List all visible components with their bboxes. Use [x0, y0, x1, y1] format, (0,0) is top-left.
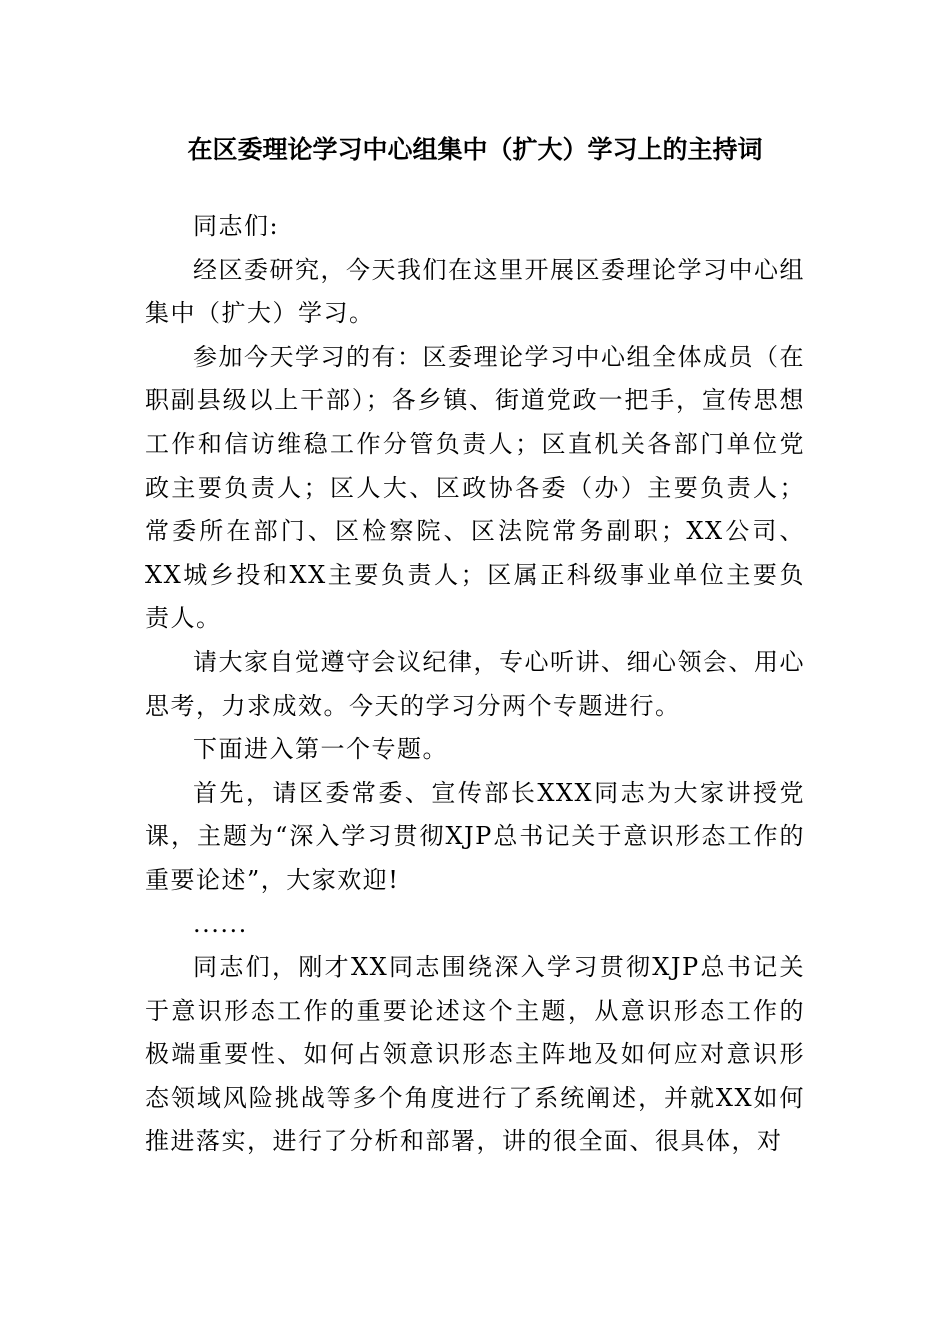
paragraph-discipline: 请大家自觉遵守会议纪律，专心听讲、细心领会、用心思考，力求成效。今天的学习分两个专题进行。: [145, 647, 805, 720]
paragraph-intro: 经区委研究，今天我们在这里开展区委理论学习中心组集中（扩大）学习。: [145, 255, 805, 328]
paragraph-attendees: 参加今天学习的有：区委理论学习中心组全体成员（在职副县级以上干部）；各乡镇、街道党政一把手，宣传思想工作和信访维稳工作分管负责人；区直机关各部门单位党政主要负责人；区人大、区政协各委（办）主要负责人；常委所在部门、区检察院、区法院常务副职；XX公司、XX城乡投和XX主要负责人；区属正科级事业单位主要负责人。: [145, 342, 805, 633]
paragraph-ellipsis: ......: [193, 909, 248, 938]
paragraph-first-topic: 下面进入第一个专题。: [193, 735, 448, 764]
document-body: [145, 205, 805, 1164]
paragraph-lecture-intro: 首先，请区委常委、宣传部长XXX同志为大家讲授党课，主题为“深入学习贯彻XJP总书记关于意识形态工作的重要论述”，大家欢迎!: [145, 778, 805, 894]
paragraph-summary: 同志们，刚才XX同志围绕深入学习贯彻XJP总书记关于意识形态工作的重要论述这个主题，从意识形态工作的极端重要性、如何占领意识形态主阵地及如何应对意识形态领域风险挑战等多个角度进行了系统阐述，并就XX如何推进落实，进行了分析和部署，讲的很全面、很具体，对: [145, 953, 805, 1156]
document-title: 在区委理论学习中心组集中（扩大）学习上的主持词: [187, 135, 763, 164]
paragraph-salutation: 同志们:: [193, 212, 280, 240]
